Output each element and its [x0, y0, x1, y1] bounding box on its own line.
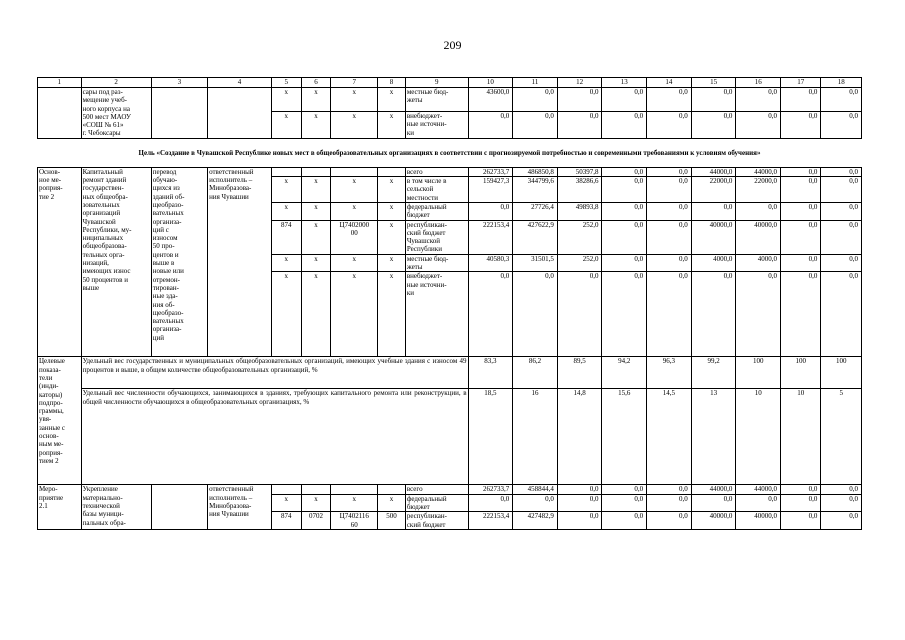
table-cell: 14,8	[557, 389, 602, 485]
table-cell: 159427,3	[468, 177, 513, 203]
table-cell: 222153,4	[468, 220, 513, 254]
table-cell: 4000,0	[736, 254, 781, 272]
table-cell: x	[271, 202, 301, 220]
table-cell: республикан- ский бюджет	[405, 512, 468, 530]
table-cell: 0,0	[781, 88, 821, 112]
table-cell: 14,5	[647, 389, 692, 485]
table-cell: 0,0	[602, 202, 647, 220]
table-cell: 5	[821, 389, 862, 485]
table-cell	[301, 167, 331, 176]
table-cell: 10	[736, 389, 781, 485]
table-cell: x	[378, 88, 406, 112]
table-cell: местные бюд- жеты	[405, 254, 468, 272]
activity-name: Капитальный ремонт зданий государствен- ных общеобра- зовательных организаций Чувашской Республики, му- ниципальных общеобразова- тельных орга- низаций, имеющих износ 50 процентов и выше	[81, 167, 151, 357]
table-cell: 96,3	[647, 357, 692, 389]
column-header: 18	[821, 78, 862, 88]
table-cell: 0,0	[647, 272, 692, 357]
table-cell: Ц7402000 00	[331, 220, 378, 254]
table-cell	[151, 485, 207, 530]
table-cell: 427482,9	[513, 512, 558, 530]
table-cell: 0,0	[647, 112, 692, 139]
table-cell: 40000,0	[691, 220, 736, 254]
column-header: 5	[271, 78, 301, 88]
table-cell: x	[331, 254, 378, 272]
table-cell: 83,3	[468, 357, 513, 389]
table-cell: 0,0	[557, 88, 602, 112]
column-header: 16	[736, 78, 781, 88]
budget-table	[37, 77, 862, 530]
table-cell: 40000,0	[691, 512, 736, 530]
table-cell: 0,0	[821, 485, 862, 494]
table-cell: 0,0	[602, 177, 647, 203]
table-cell: x	[378, 177, 406, 203]
table-cell: 0,0	[647, 167, 692, 176]
table-cell	[208, 88, 272, 139]
goal-row	[38, 138, 862, 167]
table-cell: 0,0	[647, 512, 692, 530]
table-cell: 0,0	[557, 112, 602, 139]
table-cell: 0,0	[513, 272, 558, 357]
table-cell	[378, 485, 406, 494]
indicators-label: Целевые показа- тели (инди- каторы) подпро- граммы, увя- занные с основ- ным ме- роприя- тием 2	[38, 357, 82, 485]
table-cell: 0,0	[821, 202, 862, 220]
table-cell: внебюджет- ные источни- ки	[405, 112, 468, 139]
table-cell: 100	[781, 357, 821, 389]
measure-name: Укрепление материально- технической базы муници- пальных обра-	[81, 485, 151, 530]
table-cell: 13	[691, 389, 736, 485]
table-cell: 0,0	[602, 254, 647, 272]
table-cell: 0,0	[647, 177, 692, 203]
measure-label: Меро- приятие 2.1	[38, 485, 82, 530]
table-cell: федеральный бюджет	[405, 494, 468, 512]
table-cell: 0,0	[736, 88, 781, 112]
table-cell	[151, 88, 207, 139]
table-cell: 427622,9	[513, 220, 558, 254]
table-cell: x	[378, 220, 406, 254]
table-cell: 0,0	[513, 112, 558, 139]
table-cell: 0702	[301, 512, 331, 530]
table-cell: 0,0	[691, 88, 736, 112]
table-cell: 0,0	[781, 112, 821, 139]
table-cell: внебюджет- ные источни- ки	[405, 272, 468, 357]
table-cell: x	[271, 272, 301, 357]
table-cell: 0,0	[602, 494, 647, 512]
table-row	[38, 485, 862, 494]
table-cell: x	[301, 220, 331, 254]
table-cell: x	[331, 88, 378, 112]
table-cell	[331, 485, 378, 494]
table-cell: 0,0	[557, 512, 602, 530]
table-cell: x	[271, 112, 301, 139]
table-cell: Ц7402116 60	[331, 512, 378, 530]
table-cell: 0,0	[781, 494, 821, 512]
table-cell: 0,0	[602, 220, 647, 254]
table-cell: 15,6	[602, 389, 647, 485]
table-cell: 0,0	[647, 220, 692, 254]
table-row	[38, 88, 862, 112]
table-cell: 0,0	[602, 112, 647, 139]
activity-executor: ответственный исполнитель – Минобразова- ния Чувашии	[208, 167, 272, 357]
table-cell: 0,0	[647, 254, 692, 272]
column-header: 14	[647, 78, 692, 88]
table-cell: федеральный бюджет	[405, 202, 468, 220]
table-cell: 44000,0	[691, 167, 736, 176]
table-cell: 40000,0	[736, 220, 781, 254]
table-cell: x	[301, 254, 331, 272]
page-number: 209	[443, 38, 462, 52]
table-cell: 38286,6	[557, 177, 602, 203]
column-header: 11	[513, 78, 558, 88]
column-header: 12	[557, 78, 602, 88]
column-header: 15	[691, 78, 736, 88]
indicator-row	[38, 389, 862, 485]
table-cell	[38, 88, 82, 139]
table-cell: 0,0	[691, 494, 736, 512]
column-header: 13	[602, 78, 647, 88]
measure-executor: ответственный исполнитель – Минобразова- ния Чувашии	[208, 485, 272, 530]
table-cell: 500	[378, 512, 406, 530]
table-cell: 458844,4	[513, 485, 558, 494]
table-cell: 0,0	[691, 202, 736, 220]
table-cell	[378, 167, 406, 176]
table-cell: 0,0	[468, 494, 513, 512]
table-cell: 44000,0	[691, 485, 736, 494]
table-cell: 0,0	[781, 177, 821, 203]
table-cell: сары под раз- мещение учеб- ного корпуса на 500 мест МАОУ «СОШ № 61» г. Чебоксары	[81, 88, 151, 139]
column-header: 1	[38, 78, 82, 88]
table-cell: местные бюд- жеты	[405, 88, 468, 112]
goal-heading: Цель «Создание в Чувашской Республике новых мест в общеобразовательных организациях в соответствии с прогнозируемой потребностью и современными требованиями к условиям обучения»	[38, 138, 862, 167]
table-cell: 4000,0	[691, 254, 736, 272]
column-header: 6	[301, 78, 331, 88]
table-header-row	[38, 78, 862, 88]
table-cell: 0,0	[736, 272, 781, 357]
table-cell: x	[331, 177, 378, 203]
table-cell: 0,0	[602, 512, 647, 530]
table-cell: всего	[405, 485, 468, 494]
table-cell: 0,0	[781, 202, 821, 220]
table-cell: 0,0	[821, 220, 862, 254]
table-cell: x	[271, 177, 301, 203]
table-cell: 0,0	[647, 494, 692, 512]
table-cell: 44000,0	[736, 167, 781, 176]
table-cell: 44000,0	[736, 485, 781, 494]
table-cell: x	[301, 494, 331, 512]
table-cell: 0,0	[557, 494, 602, 512]
column-header: 17	[781, 78, 821, 88]
indicator-text: Удельный вес численности обучающихся, занимающихся в зданиях, требующих капитального ремонта или реконструкции, в общей численности обучающихся в общеобразовательных организациях, %	[81, 389, 468, 485]
table-cell: 0,0	[602, 88, 647, 112]
table-cell: 0,0	[647, 485, 692, 494]
table-cell: 222153,4	[468, 512, 513, 530]
table-cell: 486850,8	[513, 167, 558, 176]
table-cell: 0,0	[513, 88, 558, 112]
table-cell: x	[331, 494, 378, 512]
indicator-row	[38, 357, 862, 389]
table-cell: x	[378, 272, 406, 357]
table-cell: 0,0	[647, 88, 692, 112]
table-cell: 50397,8	[557, 167, 602, 176]
table-cell: 0,0	[821, 272, 862, 357]
column-header: 9	[405, 78, 468, 88]
table-cell: 0,0	[468, 202, 513, 220]
table-cell: 0,0	[821, 494, 862, 512]
table-cell: 0,0	[513, 494, 558, 512]
table-cell: 0,0	[602, 272, 647, 357]
table-cell: 94,2	[602, 357, 647, 389]
table-cell: 0,0	[781, 167, 821, 176]
column-header: 7	[331, 78, 378, 88]
table-cell: 0,0	[557, 485, 602, 494]
indicator-text: Удельный вес государственных и муниципальных общеобразовательных организаций, имеющих учебные здания с износом 49 процентов и выше, в общем количестве общеобразовательных организаций, %	[81, 357, 468, 389]
activity-result: перевод обучаю- щихся из зданий об- щеобразо- вательных организа- ций с износом 50 про- центов и выше в новые или отремон- тирован- ные зда- ния об- щеобразо- вательных организа- ций	[151, 167, 207, 357]
table-cell: 16	[513, 389, 558, 485]
table-cell: 0,0	[468, 112, 513, 139]
table-cell: 0,0	[821, 254, 862, 272]
table-cell: 99,2	[691, 357, 736, 389]
table-cell: x	[301, 177, 331, 203]
table-cell: в том числе в сельской местности	[405, 177, 468, 203]
table-cell: 100	[821, 357, 862, 389]
activity-label: Основ- ное ме- роприя- тие 2	[38, 167, 82, 357]
table-cell: республикан- ский бюджет Чувашской Республики	[405, 220, 468, 254]
table-cell: 0,0	[691, 112, 736, 139]
table-cell: x	[301, 88, 331, 112]
table-cell: x	[331, 272, 378, 357]
table-cell: 262733,7	[468, 167, 513, 176]
table-cell: x	[271, 494, 301, 512]
table-cell: 31501,5	[513, 254, 558, 272]
table-cell: x	[301, 112, 331, 139]
table-cell: 0,0	[691, 272, 736, 357]
table-cell: 100	[736, 357, 781, 389]
table-cell: x	[271, 254, 301, 272]
table-cell: 0,0	[821, 167, 862, 176]
table-cell: 0,0	[557, 272, 602, 357]
table-cell: x	[378, 494, 406, 512]
table-cell: 10	[781, 389, 821, 485]
table-cell: 0,0	[736, 494, 781, 512]
table-cell: 49893,8	[557, 202, 602, 220]
table-cell: 43600,0	[468, 88, 513, 112]
table-cell: 0,0	[781, 220, 821, 254]
column-header: 2	[81, 78, 151, 88]
table-cell: 0,0	[736, 202, 781, 220]
table-cell: x	[271, 88, 301, 112]
table-cell: 0,0	[821, 512, 862, 530]
table-cell	[331, 167, 378, 176]
table-cell	[301, 485, 331, 494]
table-cell: x	[331, 202, 378, 220]
table-cell: 0,0	[647, 202, 692, 220]
table-cell: всего	[405, 167, 468, 176]
table-cell: x	[378, 112, 406, 139]
table-cell: x	[378, 202, 406, 220]
table-cell: 0,0	[602, 485, 647, 494]
table-cell: 252,0	[557, 220, 602, 254]
table-cell	[271, 485, 301, 494]
table-cell: x	[331, 112, 378, 139]
table-cell: 22000,0	[736, 177, 781, 203]
column-header: 3	[151, 78, 207, 88]
table-cell: 344799,6	[513, 177, 558, 203]
column-header: 8	[378, 78, 406, 88]
table-cell: 0,0	[781, 254, 821, 272]
table-cell: 0,0	[468, 272, 513, 357]
table-cell: 22000,0	[691, 177, 736, 203]
table-cell: 0,0	[781, 485, 821, 494]
table-cell: 252,0	[557, 254, 602, 272]
table-cell: x	[301, 272, 331, 357]
table-cell: 874	[271, 512, 301, 530]
table-cell: 0,0	[821, 112, 862, 139]
table-cell: 0,0	[821, 177, 862, 203]
table-cell: 40000,0	[736, 512, 781, 530]
table-cell: 0,0	[781, 272, 821, 357]
table-cell: 18,5	[468, 389, 513, 485]
table-cell: 40580,3	[468, 254, 513, 272]
table-cell: 0,0	[781, 512, 821, 530]
table-cell: 0,0	[821, 88, 862, 112]
column-header: 10	[468, 78, 513, 88]
table-cell: 0,0	[602, 167, 647, 176]
table-cell: x	[378, 254, 406, 272]
table-cell: 86,2	[513, 357, 558, 389]
table-row	[38, 167, 862, 176]
table-cell: x	[301, 202, 331, 220]
table-cell: 262733,7	[468, 485, 513, 494]
table-cell	[271, 167, 301, 176]
table-cell: 874	[271, 220, 301, 254]
table-cell: 89,5	[557, 357, 602, 389]
column-header: 4	[208, 78, 272, 88]
table-cell: 0,0	[736, 112, 781, 139]
table-cell: 27726,4	[513, 202, 558, 220]
